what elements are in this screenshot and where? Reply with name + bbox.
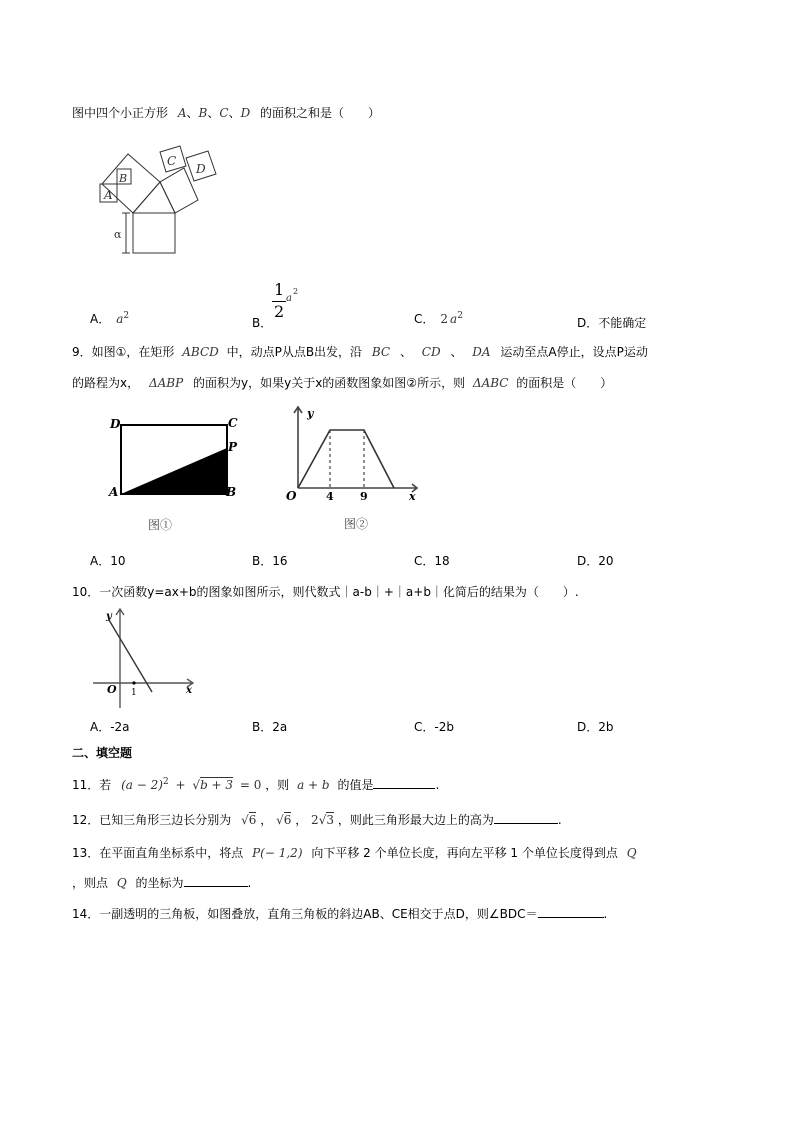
q11-text: 的值是 <box>337 778 374 792</box>
q11-radicand: b + 3 <box>200 778 234 792</box>
q9-option-c[interactable] <box>414 552 450 569</box>
q11-plus: + <box>175 778 186 792</box>
q10-option-c[interactable] <box>414 718 454 735</box>
label-x: x <box>186 685 192 696</box>
q8-figure <box>90 138 230 258</box>
radical-sign: √ <box>241 813 249 827</box>
q12-comma: ， <box>260 813 273 827</box>
q9-text: 、 <box>450 345 463 359</box>
caption-fig1: 图① <box>148 518 173 532</box>
q9-text: 的面积是（ ） <box>516 376 613 390</box>
q8-sep: 、 <box>228 106 241 120</box>
q9-math-da: DA <box>472 345 491 359</box>
q8-fig-label-c: C <box>167 154 177 168</box>
function-graph <box>298 430 394 488</box>
q12-coef-3: 2 <box>311 813 319 827</box>
option-letter: C． <box>414 312 435 326</box>
q14 <box>72 905 607 922</box>
option-letter: C． <box>414 554 435 568</box>
q13-line2 <box>72 874 251 891</box>
q9-text: 运动至点A停止，设点P运动 <box>500 345 648 359</box>
q12-radicand-1: 6 <box>248 813 257 827</box>
tick-dot <box>132 681 135 684</box>
option-value: -2b <box>434 720 454 734</box>
option-letter: C． <box>414 720 435 734</box>
q9-math-cd: CD <box>421 345 441 359</box>
q9-option-b[interactable] <box>252 552 288 569</box>
q9-text: 的面积为y，如果y关于x的函数图象如图②所示，则 <box>193 376 466 390</box>
q8-label-a: A <box>177 106 187 120</box>
line-graph <box>109 620 152 692</box>
q11-sup: 2 <box>162 777 169 787</box>
option-base: a <box>450 312 458 326</box>
option-value: -2a <box>110 720 130 734</box>
radical-sign: √ <box>276 813 284 827</box>
option-letter: B． <box>252 720 273 734</box>
q9-math-bc: BC <box>371 345 391 359</box>
q8-sep: 、 <box>186 106 199 120</box>
q9-text: 的路程为x， <box>72 376 140 390</box>
option-base: a <box>116 312 124 326</box>
q11 <box>72 776 439 793</box>
q8-option-a[interactable] <box>90 310 129 327</box>
label-y: y <box>106 611 112 622</box>
option-letter: D． <box>577 316 599 330</box>
option-letter: A． <box>90 554 111 568</box>
option-base: a <box>286 293 292 304</box>
tick-9: 9 <box>360 490 368 503</box>
tick-4: 4 <box>326 490 334 503</box>
q12-text: 12．已知三角形三边长分别为 <box>72 813 232 827</box>
option-text: 不能确定 <box>598 316 647 330</box>
q10-stem: 10．一次函数y=ax+b的图象如图所示，则代数式｜a-b｜+｜a+b｜化简后的结果为（ ）. <box>72 585 579 599</box>
q9-text: 9．如图①，在矩形 <box>72 345 175 359</box>
label-o: O <box>286 489 297 503</box>
q11-end: . <box>435 778 440 792</box>
q8-stem-prefix: 图中四个小正方形 <box>72 106 169 120</box>
q8-stem-suffix: 的面积之和是（ ） <box>260 106 381 120</box>
q14-text: 14．一副透明的三角板，如图叠放，直角三角板的斜边AB、CE相交于点D，则∠BDC＝ <box>72 907 538 921</box>
q9-line2 <box>72 374 612 391</box>
q9-math-abcd: ABCD <box>182 345 219 359</box>
q9-math-abp: ΔABP <box>148 376 184 390</box>
q8-big-square <box>133 213 175 253</box>
label-b: B <box>226 485 237 499</box>
option-sup: 2 <box>123 311 130 321</box>
q9-option-a[interactable] <box>90 552 126 569</box>
q8-fig-label-a: A <box>104 188 113 202</box>
q13-point-p: P(− 1,2) <box>252 846 303 860</box>
option-letter: A． <box>90 720 111 734</box>
q10-option-d[interactable] <box>577 718 614 735</box>
q13-text: 的坐标为 <box>135 876 184 890</box>
fraction-numerator: 1 <box>274 280 285 299</box>
option-sup: 2 <box>457 311 463 321</box>
q8-sep: 、 <box>207 106 220 120</box>
q8-fig-label-b: B <box>119 172 128 185</box>
q10-option-b[interactable] <box>252 718 287 735</box>
tick-1: 1 <box>131 688 137 698</box>
caption-fig2: 图② <box>344 517 369 531</box>
q8-triangle <box>133 182 175 213</box>
option-letter: B． <box>252 554 273 568</box>
q12-radicand-3: 3 <box>326 813 334 827</box>
option-value: 10 <box>110 554 126 568</box>
q14-end: . <box>603 907 608 921</box>
q13-point-q: Q <box>626 846 637 860</box>
q11-text: 11．若 <box>72 778 112 792</box>
label-d: D <box>110 417 121 431</box>
option-value: 2b <box>598 720 614 734</box>
option-value: 16 <box>272 554 288 568</box>
q8-label-d: D <box>240 106 251 120</box>
q13-end: . <box>247 876 252 890</box>
q13-answer-blank[interactable] <box>184 874 248 887</box>
option-letter: B． <box>252 316 273 330</box>
q8-stem <box>72 104 380 121</box>
option-value: 2a <box>272 720 288 734</box>
q8-label-c: C <box>219 106 229 120</box>
q10-option-a[interactable] <box>90 718 130 735</box>
label-a: A <box>109 485 119 499</box>
q8-option-d[interactable] <box>577 314 646 331</box>
label-o: O <box>107 683 117 696</box>
label-c: C <box>228 416 238 430</box>
option-sup: 2 <box>293 287 299 296</box>
label-p: P <box>228 440 238 454</box>
radical-sign: √ <box>318 813 327 827</box>
q13-point-q: Q <box>116 876 127 890</box>
q8-fig-label-d: D <box>196 162 206 176</box>
label-x: x <box>409 490 416 503</box>
q9-text: 中，动点P从点B出发，沿 <box>226 345 363 359</box>
q13-text: 13．在平面直角坐标系中，将点 <box>72 846 244 860</box>
q9-figure-2 <box>276 404 426 539</box>
option-letter: D． <box>577 720 599 734</box>
q9-line1 <box>72 343 648 360</box>
q8-option-c[interactable] <box>414 310 463 327</box>
q13-text: 向下平移 2 个单位长度，再向左平移 1 个单位长度得到点 <box>311 846 618 860</box>
option-coef: 2 <box>440 312 449 326</box>
option-letter: A． <box>90 312 111 326</box>
q10-figure <box>88 604 200 712</box>
q9-shaded-triangle <box>121 448 227 494</box>
q9-option-d[interactable] <box>577 552 614 569</box>
q9-math-abc: ΔABC <box>472 376 509 390</box>
q11-text: ，则 <box>265 778 290 792</box>
radical-sign: √ <box>192 778 201 792</box>
option-letter: D． <box>577 554 599 568</box>
q12-text: ，则此三角形最大边上的高为 <box>337 813 494 827</box>
q11-answer-blank[interactable] <box>373 776 435 789</box>
q12-comma: ， <box>295 813 308 827</box>
q11-ab: a + b <box>297 778 330 792</box>
q9-figure-1 <box>105 412 245 537</box>
option-value: 20 <box>598 554 614 568</box>
q12-radicand-2: 6 <box>283 813 292 827</box>
q12 <box>72 811 562 828</box>
q12-answer-blank[interactable] <box>494 811 558 824</box>
q9-text: 、 <box>399 345 412 359</box>
q13-line1 <box>72 844 637 861</box>
q11-expr: (a − 2) <box>121 778 163 792</box>
q12-end: . <box>557 813 562 827</box>
q8-fig-label-alpha: α <box>114 228 122 241</box>
option-value: 18 <box>434 554 450 568</box>
q8-label-b: B <box>198 106 208 120</box>
label-y: y <box>307 407 314 420</box>
fraction-denominator: 2 <box>274 302 285 321</box>
q14-answer-blank[interactable] <box>538 905 604 918</box>
q13-text: ，则点 <box>72 876 109 890</box>
section-title: 二、填空题 <box>72 746 133 760</box>
q11-eq: = 0 <box>239 778 262 792</box>
